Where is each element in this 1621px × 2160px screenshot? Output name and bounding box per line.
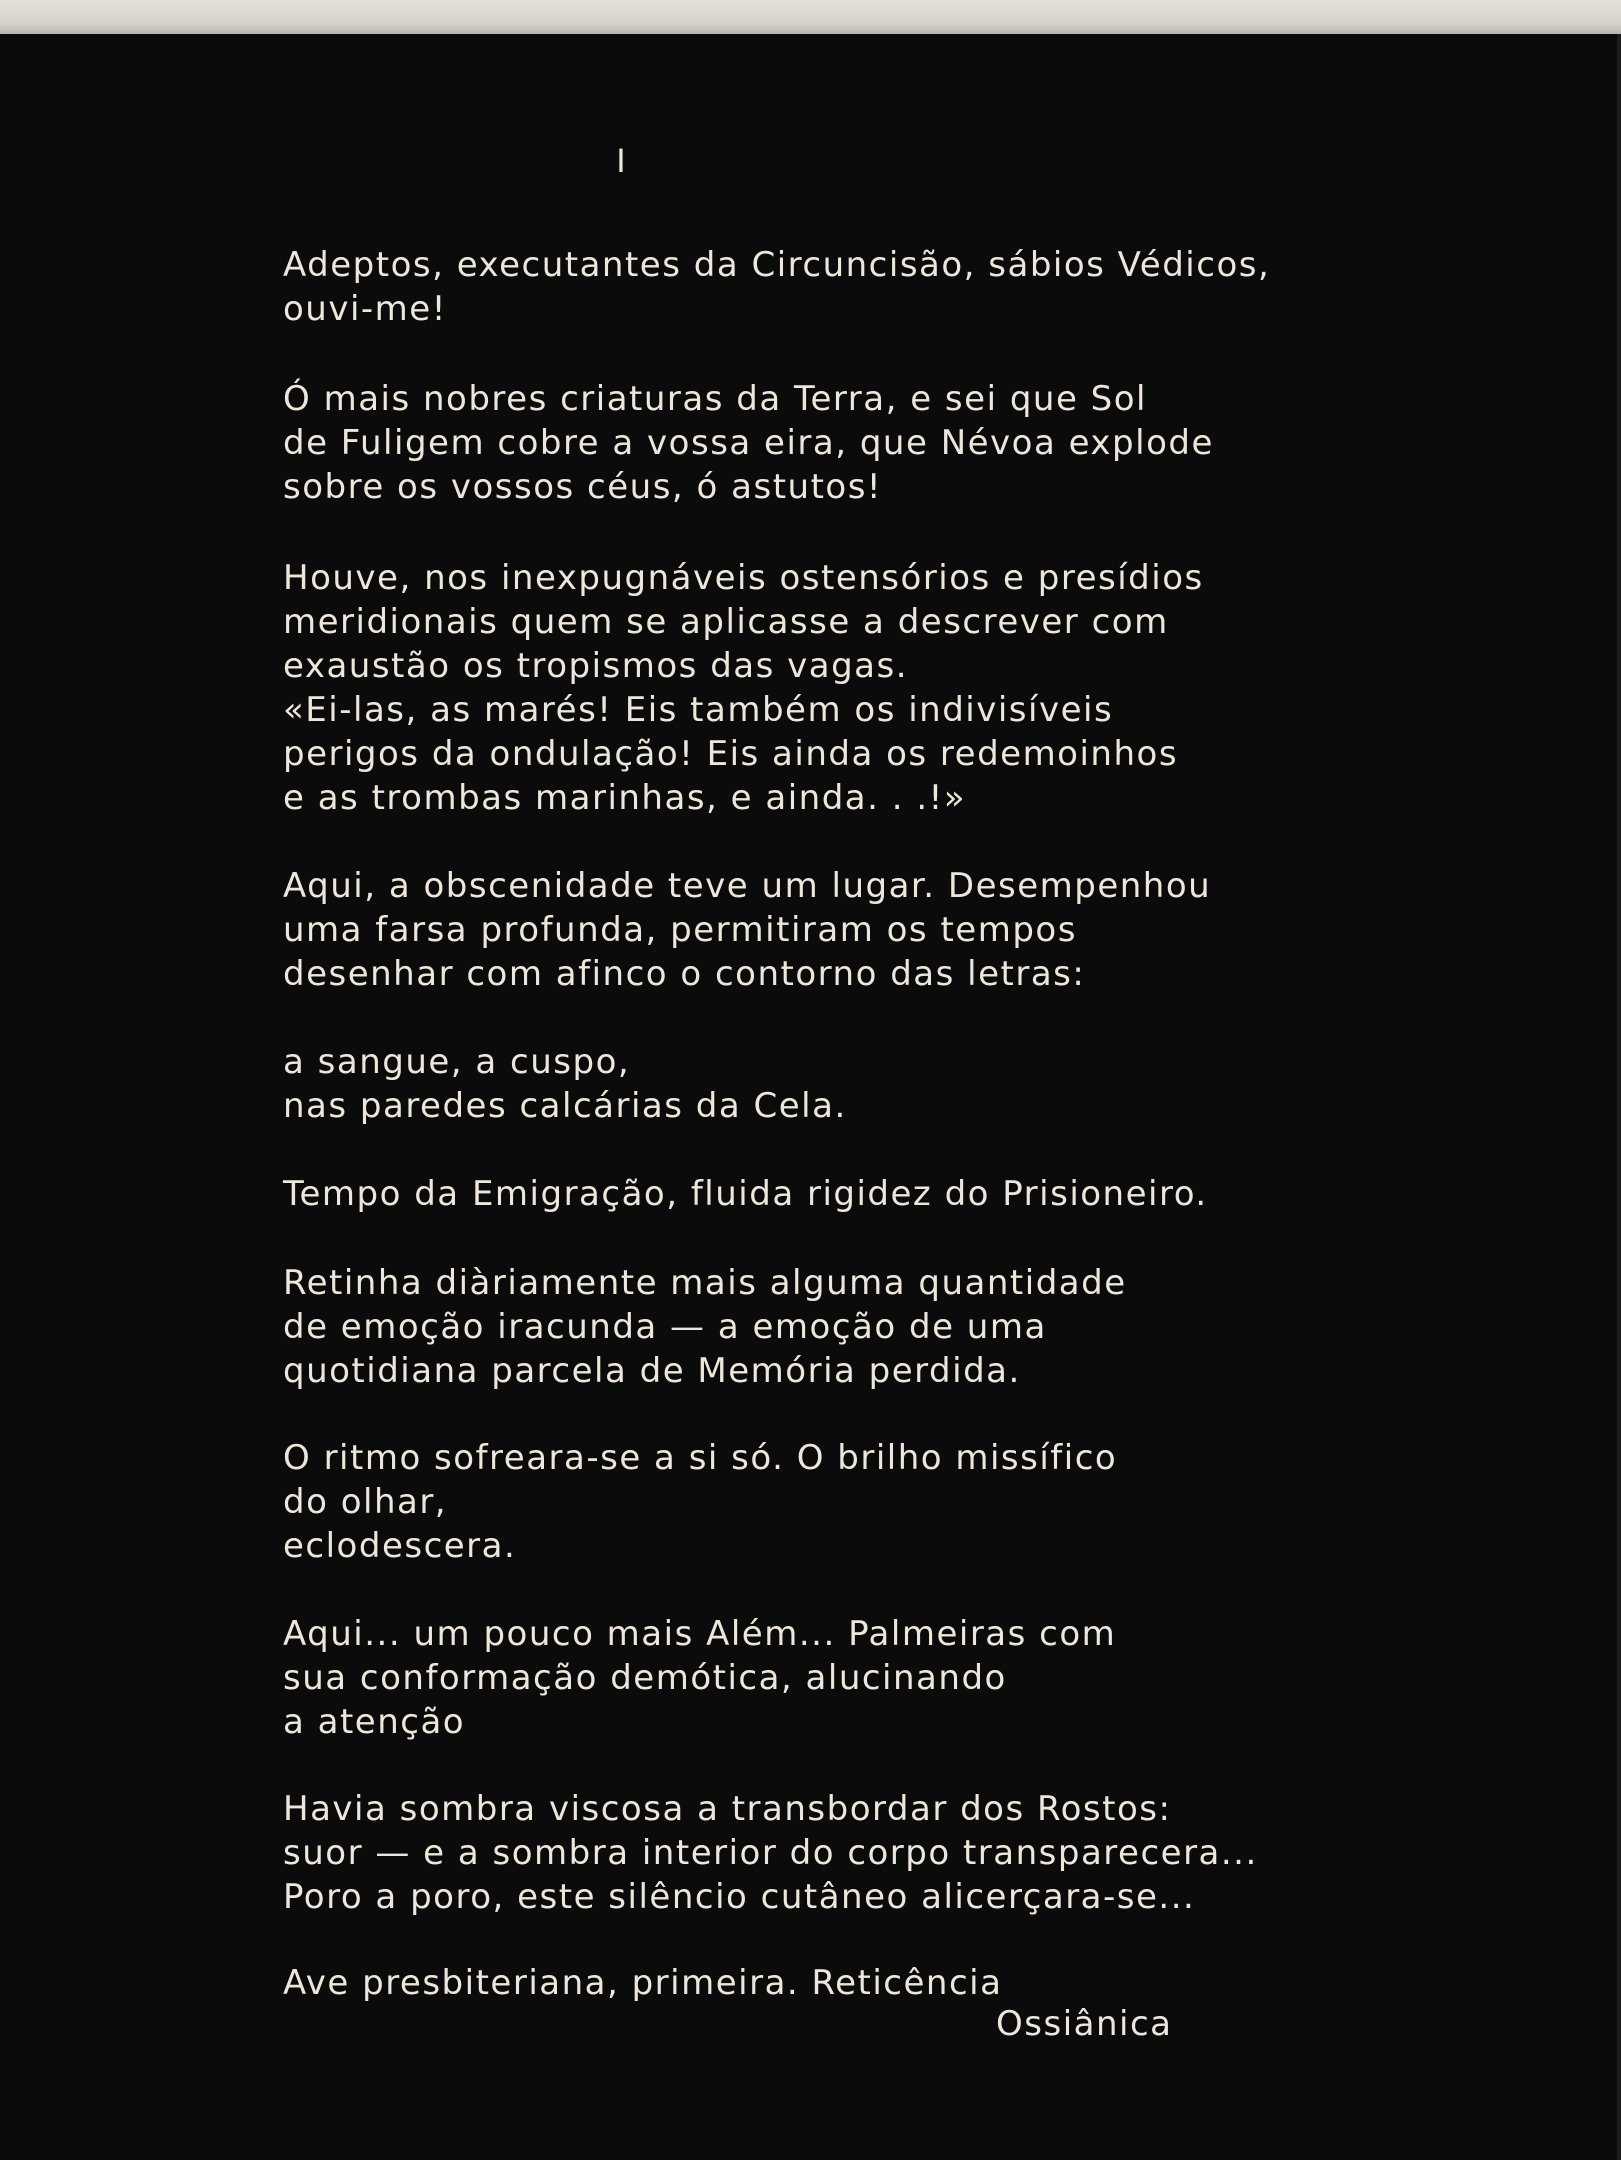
poem-line: meridionais quem se aplicasse a descrever com [283,602,1169,642]
poem-line: perigos da ondulação! Eis ainda os redemoinhos [283,734,1179,774]
poem-line: exaustão os tropismos das vagas. [283,646,909,686]
poem-line: e as trombas marinhas, e ainda. . .!» [283,778,967,818]
poem-line: Ave presbiteriana, primeira. Reticência [283,1963,1003,2003]
poem-line: Houve, nos inexpugnáveis ostensórios e presídios [283,558,1204,598]
stanza-7 [283,1261,1127,1393]
poem-line: suor — e a sombra interior do corpo transparecera... [283,1833,1258,1873]
poem-line: ouvi-me! [283,289,447,329]
stanza-3 [283,556,1204,820]
poem-line: desenhar com afinco o contorno das letras: [283,954,1086,994]
poem-line: do olhar, [283,1482,448,1522]
poem-line: uma farsa profunda, permitiram os tempos [283,910,1077,950]
poem-line: Tempo da Emigração, fluida rigidez do Prisioneiro. [283,1174,1208,1214]
poem-line: quotidiana parcela de Memória perdida. [283,1351,1021,1391]
stanza-9 [283,1612,1116,1744]
stanza-10 [283,1787,1258,1919]
poem-line: Retinha diàriamente mais alguma quantidade [283,1263,1127,1303]
stanza-4 [283,864,1211,996]
poem-line: a atenção [283,1702,466,1742]
poem-line: sua conformação demótica, alucinando [283,1658,1007,1698]
stanza-11 [283,1961,1002,2005]
stanza-1 [283,243,1270,331]
poem-line: de emoção iracunda — a emoção de uma [283,1307,1047,1347]
poem-line: Aqui... um pouco mais Além... Palmeiras com [283,1614,1117,1654]
poem-line: Adeptos, executantes da Circuncisão, sábios Védicos, [283,245,1271,285]
poem-line: Poro a poro, este silêncio cutâneo alicerçara-se... [283,1877,1196,1917]
stanza-2 [283,377,1214,509]
poem-line: de Fuligem cobre a vossa eira, que Névoa explode [283,423,1214,463]
stanza-8 [283,1436,1117,1568]
stanza-5 [283,1040,847,1128]
section-number: I [616,142,626,180]
signature-line: Ossiânica [996,2004,1173,2044]
poem-line: Aqui, a obscenidade teve um lugar. Desempenhou [283,866,1212,906]
poem-line: «Ei-las, as marés! Eis também os indivisíveis [283,690,1114,730]
paper-right-edge [1617,34,1621,2160]
poem-line: eclodescera. [283,1526,517,1566]
poem-line: nas paredes calcárias da Cela. [283,1086,847,1126]
stanza-6 [283,1172,1208,1216]
poem-line: sobre os vossos céus, ó astutos! [283,467,883,507]
poem-line: Ó mais nobres criaturas da Terra, e sei que Sol [283,379,1148,419]
paper-top-edge [0,0,1621,34]
poem-line: O ritmo sofreara-se a si só. O brilho missífico [283,1438,1118,1478]
poem-line: Havia sombra viscosa a transbordar dos Rostos: [283,1789,1172,1829]
poem-line: a sangue, a cuspo, [283,1042,631,1082]
